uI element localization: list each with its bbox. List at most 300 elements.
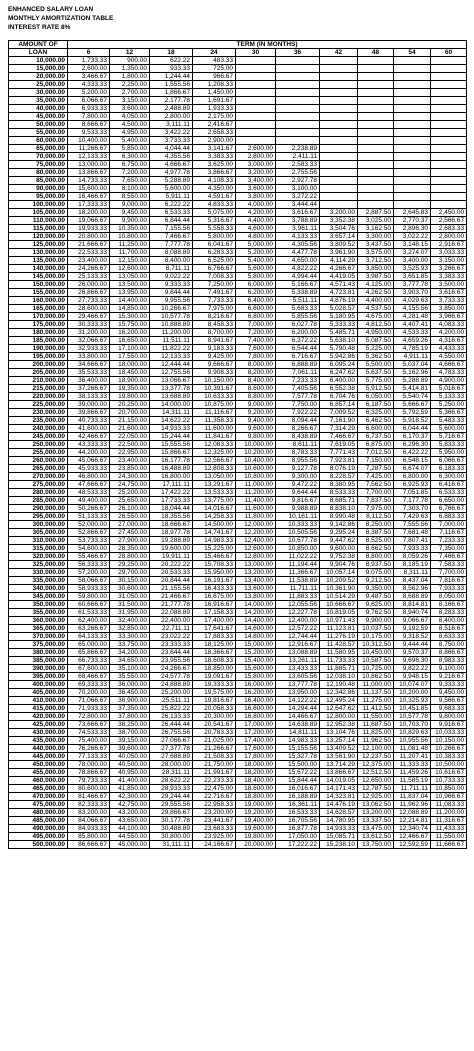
amortization-cell: 3,266.67 xyxy=(431,265,467,273)
term-header-6: 6 xyxy=(68,49,110,57)
amortization-cell: 7,012.50 xyxy=(358,449,394,457)
amortization-cell xyxy=(320,177,358,185)
amortization-cell: 23,644.44 xyxy=(150,649,193,657)
amortization-cell: 19,091.67 xyxy=(193,673,236,681)
amortization-cell: 9,333.33 xyxy=(150,281,193,289)
amortization-cell: 6,716.67 xyxy=(276,353,320,361)
amortization-cell: 9,450.00 xyxy=(431,689,467,697)
amortization-cell: 8,990.48 xyxy=(320,513,358,521)
amortization-cell: 11,275.00 xyxy=(358,697,394,705)
table-row xyxy=(9,833,467,841)
amortization-cell: 12,566.67 xyxy=(193,457,236,465)
amortization-cell: 57,200.00 xyxy=(68,569,110,577)
amortization-cell: 6,525.00 xyxy=(193,257,236,265)
amortization-cell: 8,688.89 xyxy=(394,593,431,601)
amortization-cell: 6,095.24 xyxy=(320,361,358,369)
amortization-cell: 13,500.00 xyxy=(110,281,150,289)
amortization-cell: 27,377.78 xyxy=(150,745,193,753)
loan-amount-cell: 145,000.00 xyxy=(9,273,68,281)
amortization-cell: 4,537.50 xyxy=(358,305,394,313)
loan-amount-cell: 450,000.00 xyxy=(9,761,68,769)
amortization-cell: 13,400.00 xyxy=(236,577,276,585)
amortization-cell: 5,950.00 xyxy=(431,449,467,457)
loan-amount-cell: 380,000.00 xyxy=(9,649,68,657)
amortization-cell: 17,050.00 xyxy=(276,833,320,841)
amortization-cell: 12,808.33 xyxy=(193,465,236,473)
amortization-cell: 45,000.00 xyxy=(110,841,150,849)
table-row xyxy=(9,681,467,689)
amortization-cell xyxy=(358,97,394,105)
amortization-cell: 6,300.00 xyxy=(110,153,150,161)
amortization-cell: 5,833.33 xyxy=(431,441,467,449)
amortization-cell: 11,550.00 xyxy=(431,833,467,841)
amortization-cell: 37,800.00 xyxy=(110,713,150,721)
amortization-cell: 9,216.67 xyxy=(431,673,467,681)
amortization-cell: 17,000.00 xyxy=(236,721,276,729)
amortization-cell xyxy=(431,89,467,97)
loan-amount-cell: 340,000.00 xyxy=(9,585,68,593)
amortization-cell: 14,780.95 xyxy=(320,817,358,825)
amortization-cell: 2,416.67 xyxy=(193,121,236,129)
amortization-cell: 7,577.78 xyxy=(276,393,320,401)
amortization-cell: 86,666.67 xyxy=(68,841,110,849)
amortization-cell: 30,333.33 xyxy=(68,321,110,329)
amortization-cell: 8,166.67 xyxy=(431,601,467,609)
amortization-cell: 9,127.78 xyxy=(276,465,320,473)
amortization-cell: 9,752.38 xyxy=(320,553,358,561)
table-row xyxy=(9,553,467,561)
amortization-cell: 11,550.00 xyxy=(358,713,394,721)
amortization-cell xyxy=(431,169,467,177)
amortization-cell xyxy=(431,81,467,89)
table-row xyxy=(9,537,467,545)
amortization-cell: 5,637.50 xyxy=(358,369,394,377)
amortization-cell: 85,800.00 xyxy=(68,833,110,841)
amortization-cell: 14,600.00 xyxy=(236,625,276,633)
amortization-cell: 7,777.78 xyxy=(150,241,193,249)
amortization-cell: 16,188.89 xyxy=(276,793,320,801)
amortization-cell: 5,790.48 xyxy=(320,345,358,353)
amortization-cell: 19,066.67 xyxy=(68,217,110,225)
amortization-cell: 24,166.67 xyxy=(193,841,236,849)
table-row xyxy=(9,497,467,505)
amortization-cell: 7,400.00 xyxy=(236,337,276,345)
amortization-cell: 8,533.33 xyxy=(320,489,358,497)
amortization-cell: 5,000.00 xyxy=(236,241,276,249)
amortization-cell: 11,200.00 xyxy=(236,489,276,497)
amortization-cell: 24,888.89 xyxy=(150,681,193,689)
amortization-cell: 9,904.76 xyxy=(320,561,358,569)
amortization-cell: 69,333.33 xyxy=(68,681,110,689)
amortization-cell: 8,814.81 xyxy=(394,601,431,609)
amortization-cell: 9,444.44 xyxy=(394,641,431,649)
amortization-cell: 74,533.33 xyxy=(68,729,110,737)
term-header-48: 48 xyxy=(358,49,394,57)
amortization-cell: 13,200.00 xyxy=(236,569,276,577)
amortization-cell xyxy=(236,89,276,97)
amortization-cell xyxy=(320,193,358,201)
amortization-cell: 7,233.33 xyxy=(276,377,320,385)
amortization-cell: 5,638.10 xyxy=(320,337,358,345)
amortization-cell xyxy=(236,137,276,145)
amortization-cell xyxy=(431,65,467,73)
amortization-cell: 9,000.00 xyxy=(110,201,150,209)
loan-amount-cell: 190,000.00 xyxy=(9,345,68,353)
amortization-cell: 33,750.00 xyxy=(110,641,150,649)
amortization-cell: 21,025.00 xyxy=(193,737,236,745)
amortization-cell: 10,733.33 xyxy=(431,777,467,785)
amortization-cell: 5,600.00 xyxy=(431,425,467,433)
amortization-cell: 4,262.50 xyxy=(358,289,394,297)
amortization-cell: 7,233.33 xyxy=(431,537,467,545)
table-row xyxy=(9,465,467,473)
amortization-cell: 2,450.00 xyxy=(431,209,467,217)
amortization-cell: 11,083.33 xyxy=(431,801,467,809)
loan-amount-cell: 435,000.00 xyxy=(9,737,68,745)
amortization-cell xyxy=(320,89,358,97)
amortization-cell: 62,400.00 xyxy=(68,617,110,625)
amortization-cell: 13,257.14 xyxy=(320,737,358,745)
amortization-cell: 10,800.00 xyxy=(236,473,276,481)
amortization-cell: 3,961.90 xyxy=(320,249,358,257)
amortization-cell xyxy=(394,113,431,121)
loan-amount-cell: 400,000.00 xyxy=(9,681,68,689)
amortization-cell: 900.00 xyxy=(110,57,150,65)
amortization-cell: 12,190.48 xyxy=(320,681,358,689)
amortization-cell: 3,162.50 xyxy=(358,225,394,233)
amortization-cell: 10,175.00 xyxy=(358,633,394,641)
amortization-cell: 15,500.00 xyxy=(276,761,320,769)
amortization-cell: 8,611.11 xyxy=(276,441,320,449)
amortization-cell: 9,683.33 xyxy=(431,705,467,713)
amortization-cell xyxy=(320,129,358,137)
amortization-cell: 3,444.44 xyxy=(276,201,320,209)
amortization-cell xyxy=(236,105,276,113)
amortization-cell xyxy=(320,185,358,193)
amount-header-loan: LOAN xyxy=(9,49,68,57)
amortization-cell xyxy=(358,65,394,73)
loan-amount-cell: 160,000.00 xyxy=(9,297,68,305)
amortization-cell: 4,571.43 xyxy=(320,281,358,289)
amortization-cell: 12,400.00 xyxy=(236,537,276,545)
amortization-cell: 2,800.00 xyxy=(431,233,467,241)
amortization-cell: 14,933.33 xyxy=(150,425,193,433)
amortization-cell: 11,837.04 xyxy=(394,793,431,801)
amortization-cell: 10,400.00 xyxy=(68,137,110,145)
amortization-cell: 5,911.11 xyxy=(150,193,193,201)
amortization-cell: 8,525.00 xyxy=(358,537,394,545)
amortization-cell: 18,666.67 xyxy=(150,521,193,529)
loan-amount-cell: 305,000.00 xyxy=(9,529,68,537)
amortization-cell: 12,038.10 xyxy=(320,673,358,681)
amortization-cell: 3,200.00 xyxy=(320,209,358,217)
amortization-cell: 6,800.00 xyxy=(394,473,431,481)
amortization-cell xyxy=(431,97,467,105)
table-row xyxy=(9,713,467,721)
amortization-cell: 14,016.67 xyxy=(193,505,236,513)
amortization-cell: 10,500.00 xyxy=(431,761,467,769)
amortization-cell: 8,940.74 xyxy=(394,609,431,617)
amortization-cell: 82,333.33 xyxy=(68,801,110,809)
table-row xyxy=(9,377,467,385)
amortization-cell: 6,650.00 xyxy=(431,497,467,505)
amortization-cell: 68,466.67 xyxy=(68,673,110,681)
amortization-cell: 15,555.56 xyxy=(150,441,193,449)
table-row xyxy=(9,209,467,217)
table-row xyxy=(9,417,467,425)
amortization-cell: 18,125.00 xyxy=(193,641,236,649)
table-row xyxy=(9,609,467,617)
amortization-cell: 22,711.11 xyxy=(150,625,193,633)
loan-amount-cell: 25,000.00 xyxy=(9,81,68,89)
amortization-cell: 53,733.33 xyxy=(68,537,110,545)
amortization-cell: 14,122.22 xyxy=(276,697,320,705)
amortization-cell: 8,311.11 xyxy=(394,569,431,577)
amortization-cell: 52,000.00 xyxy=(68,521,110,529)
amortization-cell: 18,355.56 xyxy=(150,513,193,521)
amortization-cell xyxy=(320,137,358,145)
amortization-cell: 7,000.00 xyxy=(236,321,276,329)
amortization-cell: 3,200.00 xyxy=(236,169,276,177)
amortization-cell: 3,777.78 xyxy=(394,281,431,289)
loan-amount-cell: 315,000.00 xyxy=(9,545,68,553)
amortization-cell: 3,616.67 xyxy=(276,209,320,217)
amortization-cell: 10,200.00 xyxy=(236,449,276,457)
amortization-cell: 1,350.00 xyxy=(110,65,150,73)
amortization-cell: 7,933.33 xyxy=(394,545,431,553)
loan-amount-cell: 365,000.00 xyxy=(9,625,68,633)
table-row xyxy=(9,193,467,201)
amortization-cell xyxy=(276,57,320,65)
amortization-cell: 18,200.00 xyxy=(236,769,276,777)
amortization-cell: 8,666.67 xyxy=(68,121,110,129)
loan-amount-cell: 60,000.00 xyxy=(9,137,68,145)
amortization-cell: 7,303.70 xyxy=(394,505,431,513)
amortization-cell: 9,644.44 xyxy=(150,289,193,297)
amortization-cell xyxy=(394,169,431,177)
amortization-cell: 10,633.33 xyxy=(193,393,236,401)
amortization-cell: 8,750.00 xyxy=(431,641,467,649)
amortization-cell: 25,133.33 xyxy=(68,273,110,281)
amortization-cell: 4,000.00 xyxy=(236,201,276,209)
amortization-cell: 6,222.22 xyxy=(150,201,193,209)
amortization-cell: 3,733.33 xyxy=(431,297,467,305)
amortization-cell: 10,391.67 xyxy=(193,385,236,393)
amortization-cell: 6,187.50 xyxy=(358,401,394,409)
amortization-cell: 19,288.89 xyxy=(150,537,193,545)
amortization-cell: 10,725.00 xyxy=(358,665,394,673)
amortization-cell: 13,866.67 xyxy=(320,769,358,777)
amortization-cell: 17,800.00 xyxy=(236,753,276,761)
amortization-cell: 6,857.14 xyxy=(320,401,358,409)
amortization-cell xyxy=(431,185,467,193)
amortization-cell: 24,577.78 xyxy=(150,673,193,681)
table-row xyxy=(9,169,467,177)
amortization-cell: 10,266.67 xyxy=(150,305,193,313)
amortization-cell: 12,466.67 xyxy=(394,833,431,841)
amortization-cell: 18,900.00 xyxy=(110,377,150,385)
amortization-cell: 4,650.00 xyxy=(276,257,320,265)
amortization-cell: 12,600.00 xyxy=(236,545,276,553)
amortization-cell: 19,911.11 xyxy=(150,553,193,561)
amortization-cell: 7,933.33 xyxy=(431,585,467,593)
amortization-cell: 8,711.11 xyxy=(150,265,193,273)
amortization-cell: 4,155.56 xyxy=(394,305,431,313)
amortization-cell: 8,088.89 xyxy=(150,249,193,257)
table-row xyxy=(9,705,467,713)
amortization-cell: 483.33 xyxy=(193,57,236,65)
amortization-cell: 12,744.44 xyxy=(276,633,320,641)
amortization-cell: 4,500.00 xyxy=(110,121,150,129)
amortization-cell xyxy=(431,145,467,153)
loan-amount-cell: 75,000.00 xyxy=(9,161,68,169)
amortization-cell: 18,600.00 xyxy=(236,785,276,793)
loan-amount-cell: 345,000.00 xyxy=(9,593,68,601)
amortization-cell: 28,800.00 xyxy=(110,553,150,561)
amortization-cell: 8,283.33 xyxy=(431,609,467,617)
amortization-cell: 10,819.05 xyxy=(320,609,358,617)
amortization-cell: 10,577.78 xyxy=(150,313,193,321)
amortization-cell: 2,683.33 xyxy=(431,225,467,233)
table-row xyxy=(9,369,467,377)
amortization-cell: 1,866.67 xyxy=(150,89,193,97)
table-row xyxy=(9,401,467,409)
amortization-cell: 7,000.00 xyxy=(431,521,467,529)
amortization-cell: 7,619.05 xyxy=(320,441,358,449)
amortization-cell: 19,333.33 xyxy=(193,681,236,689)
amortization-cell: 3,504.76 xyxy=(320,225,358,233)
amortization-cell: 84,066.67 xyxy=(68,817,110,825)
amortization-cell: 7,600.00 xyxy=(236,345,276,353)
table-row xyxy=(9,505,467,513)
amortization-cell: 11,123.81 xyxy=(320,625,358,633)
amortization-cell: 7,200.00 xyxy=(236,329,276,337)
amortization-cell: 7,562.50 xyxy=(358,481,394,489)
amortization-cell: 9,000.00 xyxy=(236,401,276,409)
amortization-cell: 17,400.00 xyxy=(236,737,276,745)
amortization-cell: 16,177.78 xyxy=(150,457,193,465)
amortization-cell: 2,583.33 xyxy=(276,161,320,169)
amortization-cell: 25,511.11 xyxy=(150,697,193,705)
amortization-cell: 32,400.00 xyxy=(110,617,150,625)
amortization-cell: 2,770.37 xyxy=(394,217,431,225)
amortization-cell: 7,051.85 xyxy=(394,489,431,497)
loan-amount-cell: 215,000.00 xyxy=(9,385,68,393)
amortization-cell: 14,800.00 xyxy=(236,633,276,641)
amortization-cell: 14,983.33 xyxy=(276,737,320,745)
amortization-cell: 5,600.00 xyxy=(236,265,276,273)
loan-amount-cell: 230,000.00 xyxy=(9,409,68,417)
amortization-cell: 3,274.07 xyxy=(394,249,431,257)
table-row xyxy=(9,97,467,105)
amortization-cell: 2,645.83 xyxy=(394,209,431,217)
amortization-cell: 8,266.67 xyxy=(276,425,320,433)
table-row xyxy=(9,281,467,289)
amortization-cell: 30,177.78 xyxy=(150,817,193,825)
amortization-cell: 13,377.78 xyxy=(150,385,193,393)
amortization-cell: 3,850.00 xyxy=(358,265,394,273)
amortization-cell: 66,733.33 xyxy=(68,657,110,665)
amortization-cell: 6,325.00 xyxy=(358,409,394,417)
document-subtitle: MONTHLY AMORTIZATION TABLE xyxy=(8,15,114,22)
amortization-cell: 30,800.00 xyxy=(150,833,193,841)
amortization-cell: 18,850.00 xyxy=(193,665,236,673)
amortization-cell: 9,570.37 xyxy=(394,649,431,657)
loan-amount-cell: 170,000.00 xyxy=(9,313,68,321)
table-row xyxy=(9,201,467,209)
amortization-cell xyxy=(358,185,394,193)
amortization-cell: 7,771.43 xyxy=(320,449,358,457)
loan-amount-cell: 490,000.00 xyxy=(9,825,68,833)
amortization-cell: 10,361.90 xyxy=(320,585,358,593)
amortization-cell: 7,800.00 xyxy=(68,113,110,121)
term-header-54: 54 xyxy=(394,49,431,57)
loan-amount-cell: 30,000.00 xyxy=(9,89,68,97)
amortization-cell: 15,238.10 xyxy=(320,841,358,849)
amortization-cell: 3,150.00 xyxy=(110,97,150,105)
amortization-cell: 4,876.19 xyxy=(320,297,358,305)
amortization-cell: 14,019.05 xyxy=(320,777,358,785)
amortization-cell: 17,550.00 xyxy=(110,353,150,361)
amortization-cell: 9,472.22 xyxy=(276,481,320,489)
amortization-cell xyxy=(320,113,358,121)
amortization-cell: 7,314.29 xyxy=(320,425,358,433)
table-row xyxy=(9,225,467,233)
amortization-cell: 12,800.00 xyxy=(236,553,276,561)
amortization-cell: 6,416.67 xyxy=(431,481,467,489)
amortization-cell: 11,266.67 xyxy=(68,145,110,153)
amortization-cell xyxy=(394,129,431,137)
amortization-cell: 5,558.33 xyxy=(193,225,236,233)
amortization-cell xyxy=(394,57,431,65)
amortization-cell: 11,687.50 xyxy=(358,721,394,729)
amortization-cell: 6,844.44 xyxy=(150,217,193,225)
table-row xyxy=(9,257,467,265)
amortization-cell: 18,800.00 xyxy=(236,793,276,801)
amortization-cell: 3,025.00 xyxy=(358,217,394,225)
amortization-cell: 19,575.00 xyxy=(193,689,236,697)
amortization-cell: 2,755.56 xyxy=(276,169,320,177)
amortization-cell: 13,750.00 xyxy=(358,841,394,849)
amortization-cell: 4,350.00 xyxy=(193,185,236,193)
amortization-cell: 9,600.00 xyxy=(320,545,358,553)
amortization-cell: 6,552.38 xyxy=(320,385,358,393)
table-row xyxy=(9,481,467,489)
amortization-cell: 32,850.00 xyxy=(110,625,150,633)
amortization-cell: 1,691.67 xyxy=(193,97,236,105)
amortization-cell: 20,700.00 xyxy=(110,409,150,417)
amortization-cell: 12,800.00 xyxy=(320,713,358,721)
amortization-cell: 12,325.00 xyxy=(193,449,236,457)
document-title: ENHANCED SALARY LOAN xyxy=(8,6,94,13)
amortization-cell xyxy=(358,153,394,161)
amortization-cell xyxy=(358,169,394,177)
amortization-cell: 67,600.00 xyxy=(68,665,110,673)
amortization-cell: 2,927.78 xyxy=(276,177,320,185)
loan-amount-cell: 325,000.00 xyxy=(9,561,68,569)
amortization-cell: 61,533.33 xyxy=(68,609,110,617)
amortization-cell: 9,192.59 xyxy=(394,625,431,633)
loan-amount-cell: 195,000.00 xyxy=(9,353,68,361)
amortization-cell: 9,450.00 xyxy=(110,209,150,217)
amortization-cell: 58,933.33 xyxy=(68,585,110,593)
amortization-cell: 6,422.22 xyxy=(394,449,431,457)
amortization-cell: 622.22 xyxy=(150,57,193,65)
amortization-cell: 15,200.00 xyxy=(236,649,276,657)
amortization-cell: 10,514.29 xyxy=(320,593,358,601)
amortization-cell: 3,150.00 xyxy=(431,257,467,265)
amortization-cell: 22,400.00 xyxy=(150,617,193,625)
